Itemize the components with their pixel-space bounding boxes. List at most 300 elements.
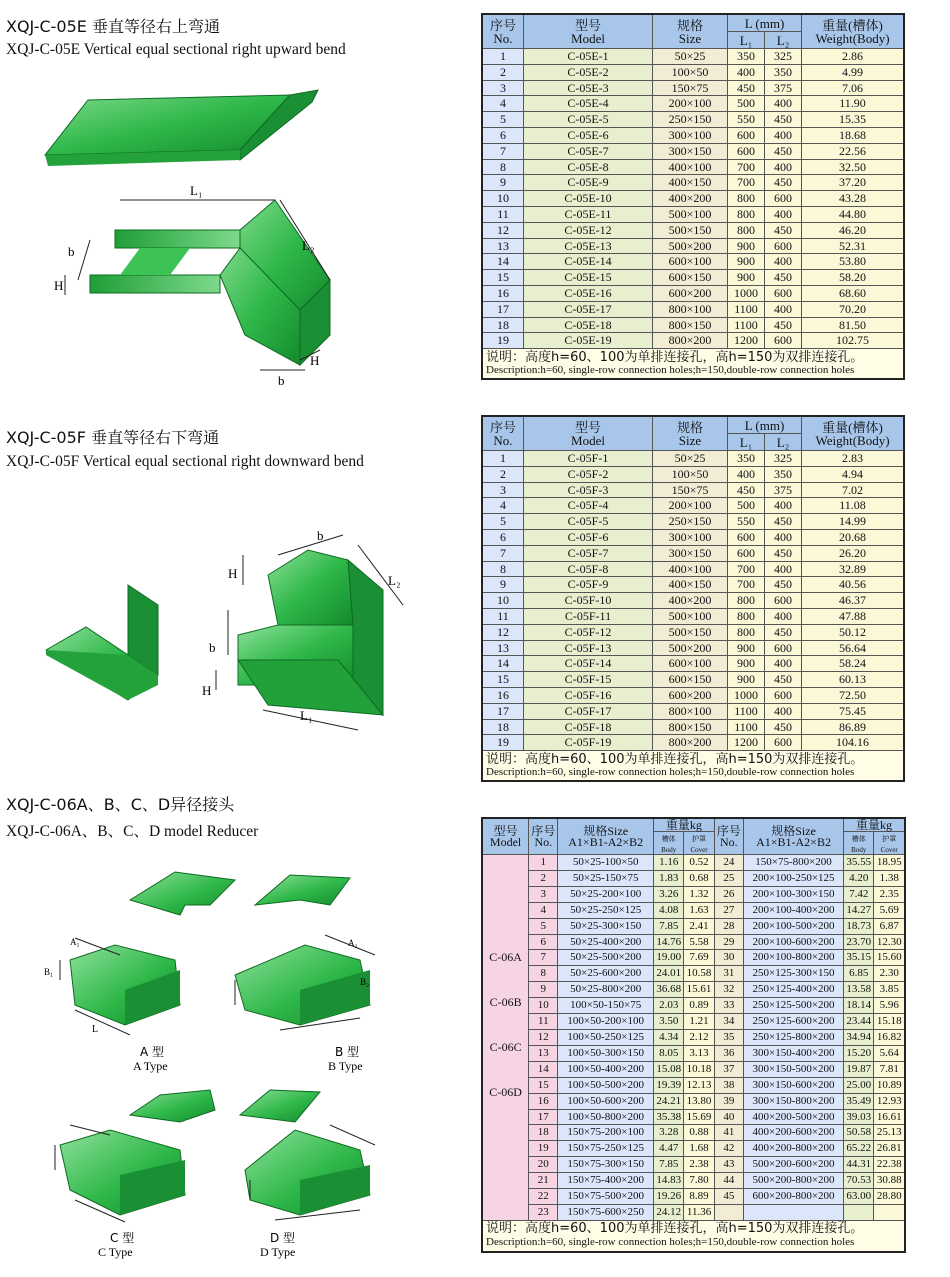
cell-weight: 52.31 bbox=[802, 238, 905, 254]
cell-l1: 1100 bbox=[728, 703, 765, 719]
cell-body: 25.00 bbox=[844, 1077, 874, 1093]
table-row bbox=[482, 918, 905, 934]
header-no bbox=[529, 818, 558, 855]
cell-cover: 7.69 bbox=[684, 950, 714, 966]
cell-no: 14 bbox=[529, 1061, 558, 1077]
table-row bbox=[482, 466, 904, 482]
table-row bbox=[482, 498, 904, 514]
cell-no: 3 bbox=[482, 482, 524, 498]
cell-body: 23.44 bbox=[844, 1014, 874, 1030]
cell-l1: 1100 bbox=[728, 317, 765, 333]
cell-l1: 1200 bbox=[728, 333, 765, 349]
cell-size: 50×25-800×200 bbox=[558, 982, 654, 998]
cell-model: C-05F-3 bbox=[524, 482, 653, 498]
cell-no: 3 bbox=[482, 80, 524, 96]
label-h: H bbox=[228, 566, 238, 581]
table-row bbox=[482, 143, 904, 159]
header-no bbox=[482, 416, 524, 451]
cell-body: 39.03 bbox=[844, 1109, 874, 1125]
cell-l2: 400 bbox=[765, 254, 802, 270]
cell-l2: 400 bbox=[765, 159, 802, 175]
cell-weight: 56.64 bbox=[802, 640, 905, 656]
cell-weight: 2.86 bbox=[802, 49, 905, 65]
cell-body: 19.00 bbox=[654, 950, 684, 966]
cell-no: 17 bbox=[482, 301, 524, 317]
cell-model: C-05E-10 bbox=[524, 191, 653, 207]
header-no bbox=[482, 14, 524, 49]
cell-size: 150×75-800×200 bbox=[743, 855, 843, 871]
cell-weight: 7.02 bbox=[802, 482, 905, 498]
table-row bbox=[482, 886, 905, 902]
label-a2: A₂ bbox=[348, 938, 358, 948]
cell-l2: 450 bbox=[765, 624, 802, 640]
cell-l1: 550 bbox=[728, 514, 765, 530]
cell-weight: 22.56 bbox=[802, 143, 905, 159]
cell-size: 100×50 bbox=[653, 64, 728, 80]
cell-model: C-05F-12 bbox=[524, 624, 653, 640]
cell-l2: 450 bbox=[765, 577, 802, 593]
cell-no: 14 bbox=[482, 254, 524, 270]
header-size bbox=[653, 14, 728, 49]
table-row bbox=[482, 950, 905, 966]
cell-weight: 58.20 bbox=[802, 270, 905, 286]
cell-no: 13 bbox=[529, 1045, 558, 1061]
cell-cover: 5.64 bbox=[874, 1045, 905, 1061]
cell-size: 100×50 bbox=[653, 466, 728, 482]
header-no-2 bbox=[714, 818, 743, 855]
table-row bbox=[482, 719, 904, 735]
table-row bbox=[482, 1014, 905, 1030]
cell-no: 33 bbox=[714, 998, 743, 1014]
table-row bbox=[482, 687, 904, 703]
cell-l2: 450 bbox=[765, 672, 802, 688]
cell-l1: 900 bbox=[728, 254, 765, 270]
label-h: H bbox=[54, 278, 64, 293]
cell-cover: 10.58 bbox=[684, 966, 714, 982]
table-row bbox=[482, 64, 904, 80]
cell-no: 31 bbox=[714, 966, 743, 982]
type-c-zh: C 型 bbox=[110, 1231, 135, 1245]
note-zh: 说明：高度h=60、100为单排连接孔，高h=150为双排连接孔。 bbox=[486, 349, 864, 365]
cell-l1: 550 bbox=[728, 112, 765, 128]
cell-no: 7 bbox=[529, 950, 558, 966]
header-size-2 bbox=[743, 818, 843, 855]
cell-no: 40 bbox=[714, 1109, 743, 1125]
cell-cover: 8.89 bbox=[684, 1189, 714, 1205]
cell-size: 600×100 bbox=[653, 656, 728, 672]
cell-no: 2 bbox=[529, 870, 558, 886]
cell-size: 250×125-500×200 bbox=[743, 998, 843, 1014]
cell-l2: 450 bbox=[765, 514, 802, 530]
table-row bbox=[482, 1125, 905, 1141]
cell-l1: 700 bbox=[728, 577, 765, 593]
cell-l1: 800 bbox=[728, 593, 765, 609]
cell-size: 50×25-300×150 bbox=[558, 918, 654, 934]
cell-no: 1 bbox=[529, 855, 558, 871]
cell-body: 3.50 bbox=[654, 1014, 684, 1030]
downward-bend-table bbox=[481, 415, 905, 782]
cell-l1: 800 bbox=[728, 191, 765, 207]
cell-size: 50×25 bbox=[653, 49, 728, 65]
cell-l1: 1000 bbox=[728, 687, 765, 703]
cell-model: C-05E-17 bbox=[524, 301, 653, 317]
cell-weight: 81.50 bbox=[802, 317, 905, 333]
cell-model: C-05F-9 bbox=[524, 577, 653, 593]
header-cover-en: Cover bbox=[690, 846, 708, 854]
cell-weight: 4.99 bbox=[802, 64, 905, 80]
cell-no: 28 bbox=[714, 918, 743, 934]
cell-l2: 400 bbox=[765, 656, 802, 672]
table-row bbox=[482, 1141, 905, 1157]
header-size-en: Size bbox=[678, 432, 702, 448]
label-l2: L₂ bbox=[388, 573, 401, 588]
cell-l2: 600 bbox=[765, 593, 802, 609]
cell-size: 300×100 bbox=[653, 529, 728, 545]
cell-size: 200×100-300×150 bbox=[743, 886, 843, 902]
cell-body bbox=[844, 1204, 874, 1220]
cell-l1: 350 bbox=[728, 451, 765, 467]
cell-size: 250×150 bbox=[653, 514, 728, 530]
cell-l2: 375 bbox=[765, 80, 802, 96]
table-row bbox=[482, 870, 905, 886]
header-weight-zh: 重量(槽体) bbox=[822, 419, 883, 435]
table-row bbox=[482, 49, 904, 65]
cell-no: 18 bbox=[482, 317, 524, 333]
cell-weight: 70.20 bbox=[802, 301, 905, 317]
cell-no: 12 bbox=[529, 1029, 558, 1045]
header-body-en: Body bbox=[661, 846, 677, 854]
table-row bbox=[482, 656, 904, 672]
cell-size: 800×200 bbox=[653, 333, 728, 349]
cell-model-group bbox=[482, 855, 529, 1221]
cell-body: 36.68 bbox=[654, 982, 684, 998]
type-a-en: A Type bbox=[133, 1059, 168, 1073]
cell-no: 1 bbox=[482, 49, 524, 65]
cell-size: 50×25-400×200 bbox=[558, 934, 654, 950]
header-model-en: Model bbox=[489, 834, 522, 849]
cell-l2: 450 bbox=[765, 222, 802, 238]
cell-l2: 450 bbox=[765, 545, 802, 561]
label-b2: B₂ bbox=[360, 977, 370, 987]
cell-no: 9 bbox=[482, 577, 524, 593]
cell-no: 4 bbox=[529, 902, 558, 918]
cell-model: C-05E-13 bbox=[524, 238, 653, 254]
table-row bbox=[482, 222, 904, 238]
header-size-en: Size bbox=[678, 30, 702, 46]
cell-l2: 450 bbox=[765, 270, 802, 286]
header-l: L (mm) bbox=[728, 14, 802, 32]
cell-size: 500×100 bbox=[653, 608, 728, 624]
table-row bbox=[482, 640, 904, 656]
header-size-en: A1×B1-A2×B2 bbox=[568, 834, 644, 849]
cell-size: 600×200 bbox=[653, 285, 728, 301]
note-en: Description:h=60, single-row connection holes;h=150,double-row connection holes bbox=[486, 765, 855, 778]
note-en: Description:h=60, single-row connection holes;h=150,double-row connection holes bbox=[486, 1236, 855, 1249]
header-weight: 重量kg bbox=[654, 818, 715, 832]
header-model-en: Model bbox=[571, 432, 605, 448]
table-row bbox=[482, 966, 905, 982]
cell-cover: 1.63 bbox=[684, 902, 714, 918]
cell-body: 35.38 bbox=[654, 1109, 684, 1125]
cell-size: 400×200 bbox=[653, 191, 728, 207]
cell-weight: 47.88 bbox=[802, 608, 905, 624]
cell-cover: 16.61 bbox=[874, 1109, 905, 1125]
cell-cover: 0.52 bbox=[684, 855, 714, 871]
cell-l1: 1100 bbox=[728, 719, 765, 735]
cell-l1: 800 bbox=[728, 608, 765, 624]
label-l1: L₁ bbox=[300, 708, 313, 723]
cell-l2: 375 bbox=[765, 482, 802, 498]
cell-cover: 10.18 bbox=[684, 1061, 714, 1077]
table-row bbox=[482, 317, 904, 333]
type-d-en: D Type bbox=[260, 1245, 296, 1259]
cell-l1: 900 bbox=[728, 640, 765, 656]
table-row bbox=[482, 127, 904, 143]
cell-l2: 400 bbox=[765, 206, 802, 222]
cell-no: 15 bbox=[482, 270, 524, 286]
reducer-d-type bbox=[245, 1130, 370, 1215]
cell-no: 41 bbox=[714, 1125, 743, 1141]
cell-size: 150×75 bbox=[653, 482, 728, 498]
cell-l1: 350 bbox=[728, 49, 765, 65]
cell-no: 35 bbox=[714, 1029, 743, 1045]
cell-cover: 5.58 bbox=[684, 934, 714, 950]
type-b-zh: B 型 bbox=[335, 1045, 360, 1059]
cell-body: 24.12 bbox=[654, 1204, 684, 1220]
cell-no: 23 bbox=[529, 1204, 558, 1220]
cell-cover bbox=[874, 1204, 905, 1220]
header-no-en: No. bbox=[493, 432, 513, 448]
cell-model: C-05F-16 bbox=[524, 687, 653, 703]
cell-body: 7.85 bbox=[654, 1157, 684, 1173]
label-l1: L₁ bbox=[190, 183, 203, 198]
cell-no: 39 bbox=[714, 1093, 743, 1109]
cell-model: C-05E-12 bbox=[524, 222, 653, 238]
cell-cover: 16.82 bbox=[874, 1029, 905, 1045]
cell-no: 7 bbox=[482, 143, 524, 159]
header-size-zh: 规格 bbox=[676, 419, 703, 435]
cell-size: 150×75-300×150 bbox=[558, 1157, 654, 1173]
header-no-en: No. bbox=[493, 30, 513, 46]
cell-size: 300×150 bbox=[653, 545, 728, 561]
cell-no: 34 bbox=[714, 1014, 743, 1030]
table-row bbox=[482, 96, 904, 112]
table-row bbox=[482, 254, 904, 270]
cell-body: 44.31 bbox=[844, 1157, 874, 1173]
cell-weight: 46.20 bbox=[802, 222, 905, 238]
cell-no: 16 bbox=[482, 687, 524, 703]
cell-cover: 25.13 bbox=[874, 1125, 905, 1141]
header-body-zh: 槽体 bbox=[851, 835, 866, 843]
cell-size: 100×50-500×200 bbox=[558, 1077, 654, 1093]
cell-l1: 1200 bbox=[728, 735, 765, 751]
header-no-en: No. bbox=[534, 834, 553, 849]
cell-no: 15 bbox=[529, 1077, 558, 1093]
label-h2: H bbox=[310, 353, 320, 368]
header-weight bbox=[802, 14, 905, 49]
cell-size: 300×150-800×200 bbox=[743, 1093, 843, 1109]
cell-no: 45 bbox=[714, 1189, 743, 1205]
cell-no: 42 bbox=[714, 1141, 743, 1157]
cell-cover: 22.38 bbox=[874, 1157, 905, 1173]
header-weight-2: 重量kg bbox=[844, 818, 905, 832]
cell-body: 35.15 bbox=[844, 950, 874, 966]
cell-size: 400×200 bbox=[653, 593, 728, 609]
label-b: b bbox=[68, 244, 75, 259]
cell-l1: 1000 bbox=[728, 285, 765, 301]
header-size-zh: 规格 bbox=[676, 17, 703, 33]
cell-weight: 11.08 bbox=[802, 498, 905, 514]
cell-model: C-05F-10 bbox=[524, 593, 653, 609]
cell-no: 18 bbox=[482, 719, 524, 735]
table-row bbox=[482, 333, 904, 349]
cell-no: 25 bbox=[714, 870, 743, 886]
cell-l1: 900 bbox=[728, 238, 765, 254]
cell-model: C-05F-17 bbox=[524, 703, 653, 719]
cell-weight: 72.50 bbox=[802, 687, 905, 703]
table-row bbox=[482, 608, 904, 624]
cell-l2: 400 bbox=[765, 127, 802, 143]
cell-weight: 26.20 bbox=[802, 545, 905, 561]
cell-weight: 68.60 bbox=[802, 285, 905, 301]
cell-no: 19 bbox=[529, 1141, 558, 1157]
section-title-zh: XQJ-C-05E 垂直等径右上弯通 bbox=[6, 17, 220, 36]
table-row bbox=[482, 1045, 905, 1061]
label-l: L bbox=[92, 1024, 99, 1035]
cell-l1: 600 bbox=[728, 545, 765, 561]
cell-cover: 2.38 bbox=[684, 1157, 714, 1173]
cell-weight: 50.12 bbox=[802, 624, 905, 640]
cell-l2: 325 bbox=[765, 451, 802, 467]
cell-size: 300×100 bbox=[653, 127, 728, 143]
cell-no: 5 bbox=[482, 514, 524, 530]
cell-size: 50×25-250×125 bbox=[558, 902, 654, 918]
cell-cover: 12.13 bbox=[684, 1077, 714, 1093]
cell-l2: 600 bbox=[765, 285, 802, 301]
cell-cover: 0.68 bbox=[684, 870, 714, 886]
cell-no: 5 bbox=[529, 918, 558, 934]
cell-l1: 1100 bbox=[728, 301, 765, 317]
header-no-zh: 序号 bbox=[489, 419, 516, 435]
cell-model: C-05E-16 bbox=[524, 285, 653, 301]
cell-weight: 2.83 bbox=[802, 451, 905, 467]
cell-size: 250×125-400×200 bbox=[743, 982, 843, 998]
cell-model: C-05E-7 bbox=[524, 143, 653, 159]
cell-no: 11 bbox=[529, 1014, 558, 1030]
cell-body: 7.85 bbox=[654, 918, 684, 934]
model-label: C-06D bbox=[489, 1085, 522, 1099]
cell-cover: 18.95 bbox=[874, 855, 905, 871]
cell-body: 3.28 bbox=[654, 1125, 684, 1141]
cell-size: 50×25-600×200 bbox=[558, 966, 654, 982]
header-l: L (mm) bbox=[728, 416, 802, 434]
header-cover-en: Cover bbox=[880, 846, 898, 854]
cell-l1: 500 bbox=[728, 96, 765, 112]
cell-no: 14 bbox=[482, 656, 524, 672]
reducer-table bbox=[481, 817, 906, 1253]
cell-model: C-05F-19 bbox=[524, 735, 653, 751]
cell-body: 8.05 bbox=[654, 1045, 684, 1061]
cell-cover: 13.80 bbox=[684, 1093, 714, 1109]
cell-cover: 3.85 bbox=[874, 982, 905, 998]
label-h2: H bbox=[202, 683, 212, 698]
cell-l1: 400 bbox=[728, 64, 765, 80]
cell-size: 500×100 bbox=[653, 206, 728, 222]
cell-no: 16 bbox=[529, 1093, 558, 1109]
cell-no: 15 bbox=[482, 672, 524, 688]
cell-no: 3 bbox=[529, 886, 558, 902]
label-b1: B₁ bbox=[44, 967, 54, 977]
cell-model: C-05F-18 bbox=[524, 719, 653, 735]
cell-weight: 11.90 bbox=[802, 96, 905, 112]
cell-no: 8 bbox=[529, 966, 558, 982]
cell-cover: 2.35 bbox=[874, 886, 905, 902]
cell-l2: 350 bbox=[765, 64, 802, 80]
cell-body: 19.87 bbox=[844, 1061, 874, 1077]
cell-size: 400×100 bbox=[653, 561, 728, 577]
cell-no: 2 bbox=[482, 466, 524, 482]
cell-size: 800×150 bbox=[653, 317, 728, 333]
table-row bbox=[482, 270, 904, 286]
cell-no: 37 bbox=[714, 1061, 743, 1077]
cell-cover: 1.21 bbox=[684, 1014, 714, 1030]
cell-body: 50.58 bbox=[844, 1125, 874, 1141]
cell-size: 100×50-250×125 bbox=[558, 1029, 654, 1045]
cell-l2: 450 bbox=[765, 143, 802, 159]
cell-no: 13 bbox=[482, 640, 524, 656]
cell-model: C-05F-15 bbox=[524, 672, 653, 688]
cell-cover: 2.30 bbox=[874, 966, 905, 982]
cell-model: C-05E-11 bbox=[524, 206, 653, 222]
cell-cover: 7.81 bbox=[874, 1061, 905, 1077]
cell-l1: 700 bbox=[728, 561, 765, 577]
bend-body bbox=[90, 200, 330, 365]
cell-size: 400×150 bbox=[653, 577, 728, 593]
cell-body: 4.34 bbox=[654, 1029, 684, 1045]
cell-size: 50×25-150×75 bbox=[558, 870, 654, 886]
cell-model: C-05F-8 bbox=[524, 561, 653, 577]
cell-no: 22 bbox=[529, 1189, 558, 1205]
upward-bend-figure bbox=[40, 80, 400, 400]
cell-cover: 15.61 bbox=[684, 982, 714, 998]
header-weight-en: Weight(Body) bbox=[815, 30, 890, 46]
header-no-zh: 序号 bbox=[531, 823, 556, 838]
cell-no: 6 bbox=[482, 127, 524, 143]
bend-cover bbox=[46, 585, 158, 700]
cell-size: 500×200-800×200 bbox=[743, 1173, 843, 1189]
header-weight bbox=[802, 416, 905, 451]
header-l2: L₂ bbox=[765, 32, 802, 49]
cell-size: 50×25 bbox=[653, 451, 728, 467]
cell-cover: 2.41 bbox=[684, 918, 714, 934]
header-size bbox=[558, 818, 654, 855]
cell-size: 100×50-150×75 bbox=[558, 998, 654, 1014]
cell-body: 23.70 bbox=[844, 934, 874, 950]
cell-size: 250×150 bbox=[653, 112, 728, 128]
cell-model: C-05F-2 bbox=[524, 466, 653, 482]
cell-cover: 15.60 bbox=[874, 950, 905, 966]
cell-weight: 15.35 bbox=[802, 112, 905, 128]
cell-model: C-05E-6 bbox=[524, 127, 653, 143]
model-label: C-06C bbox=[489, 1040, 522, 1054]
cell-no: 29 bbox=[714, 934, 743, 950]
cell-cover: 30.88 bbox=[874, 1173, 905, 1189]
cell-size: 150×75-200×100 bbox=[558, 1125, 654, 1141]
cell-l1: 450 bbox=[728, 80, 765, 96]
cell-model: C-05E-14 bbox=[524, 254, 653, 270]
header-no-en: No. bbox=[720, 834, 738, 849]
cell-body: 7.42 bbox=[844, 886, 874, 902]
